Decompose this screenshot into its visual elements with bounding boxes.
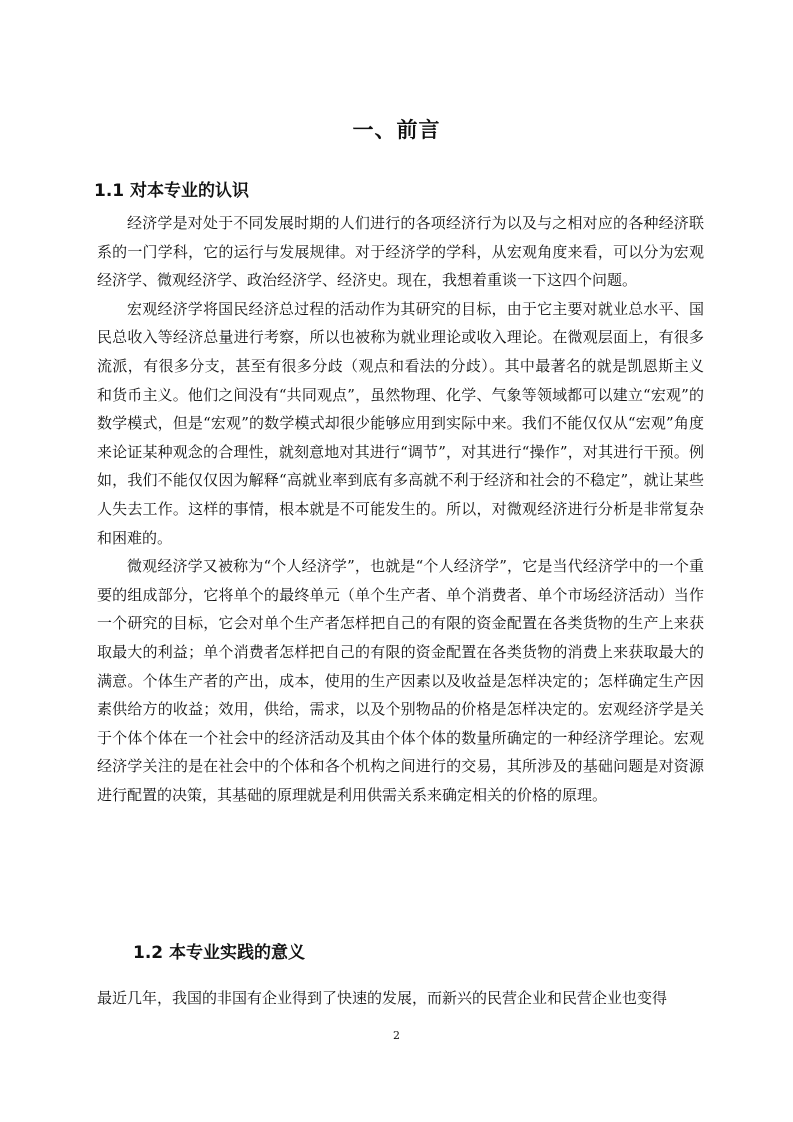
section-body-1-1 (97, 209, 704, 809)
paragraph: 微观经济学又被称为“个人经济学”，也就是“个人经济学”，它是当代经济学中的一个重要的组成部分，它将单个的最终单元（单个生产者、单个消费者、单个市场经济活动）当作一个研究的目标，它会对单个生产者怎样把自己的有限的资金配置在各类货物的生产上来获取最大的利益；单个消费者怎样把自己的有限的资金配置在各类货物的消费上来获取最大的满意。个体生产者的产出，成本，使用的生产因素以及收益是怎样决定的；怎样确定生产因素供给方的收益；效用，供给，需求，以及个别物品的价格是怎样决定的。宏观经济学是关于个体个体在一个社会中的经济活动及其由个体个体的数量所确定的一种经济学理论。宏观经济学关注的是在社会中的个体和各个机构之间进行的交易，其所涉及的基础问题是对资源进行配置的决策，其基础的原理就是利用供需关系来确定相关的价格的原理。 (97, 557, 704, 804)
paragraph: 宏观经济学将国民经济总过程的活动作为其研究的目标，由于它主要对就业总水平、国民总收入等经济总量进行考察，所以也被称为就业理论或收入理论。在微观层面上，有很多流派，有很多分支，甚至有很多分歧（观点和看法的分歧）。其中最著名的就是凯恩斯主义和货币主义。他们之间没有“共同观点”，虽然物理、化学、气象等领域都可以建立“宏观”的数学模式，但是“宏观”的数学模式却很少能够应用到实际中来。我们不能仅仅从“宏观”角度来论证某种观念的合理性，就刻意地对其进行“调节”，对其进行“操作”，对其进行干预。例如，我们不能仅仅因为解释“高就业率到底有多高就不利于经济和社会的不稳定”，就让某些人失去工作。这样的事情，根本就是不可能发生的。所以，对微观经济进行分析是非常复杂和困难的。 (97, 299, 704, 547)
page-number: 2 (393, 1029, 400, 1042)
section-heading-1-2: 1.2 本专业实践的意义 (133, 943, 306, 963)
section-body-1-2 (97, 984, 704, 1013)
paragraph: 经济学是对处于不同发展时期的人们进行的各项经济行为以及与之相对应的各种经济联系的一门学科，它的运行与发展规律。对于经济学的学科，从宏观角度来看，可以分为宏观经济学、微观经济学、政治经济学、经济史。现在，我想着重谈一下这四个问题。 (97, 214, 704, 290)
chapter-title: 一、前言 (352, 118, 441, 142)
section-heading-1-1: 1.1 对本专业的认识 (94, 181, 250, 201)
paragraph: 最近几年，我国的非国有企业得到了快速的发展，而新兴的民营企业和民营企业也变得 (97, 989, 668, 1007)
